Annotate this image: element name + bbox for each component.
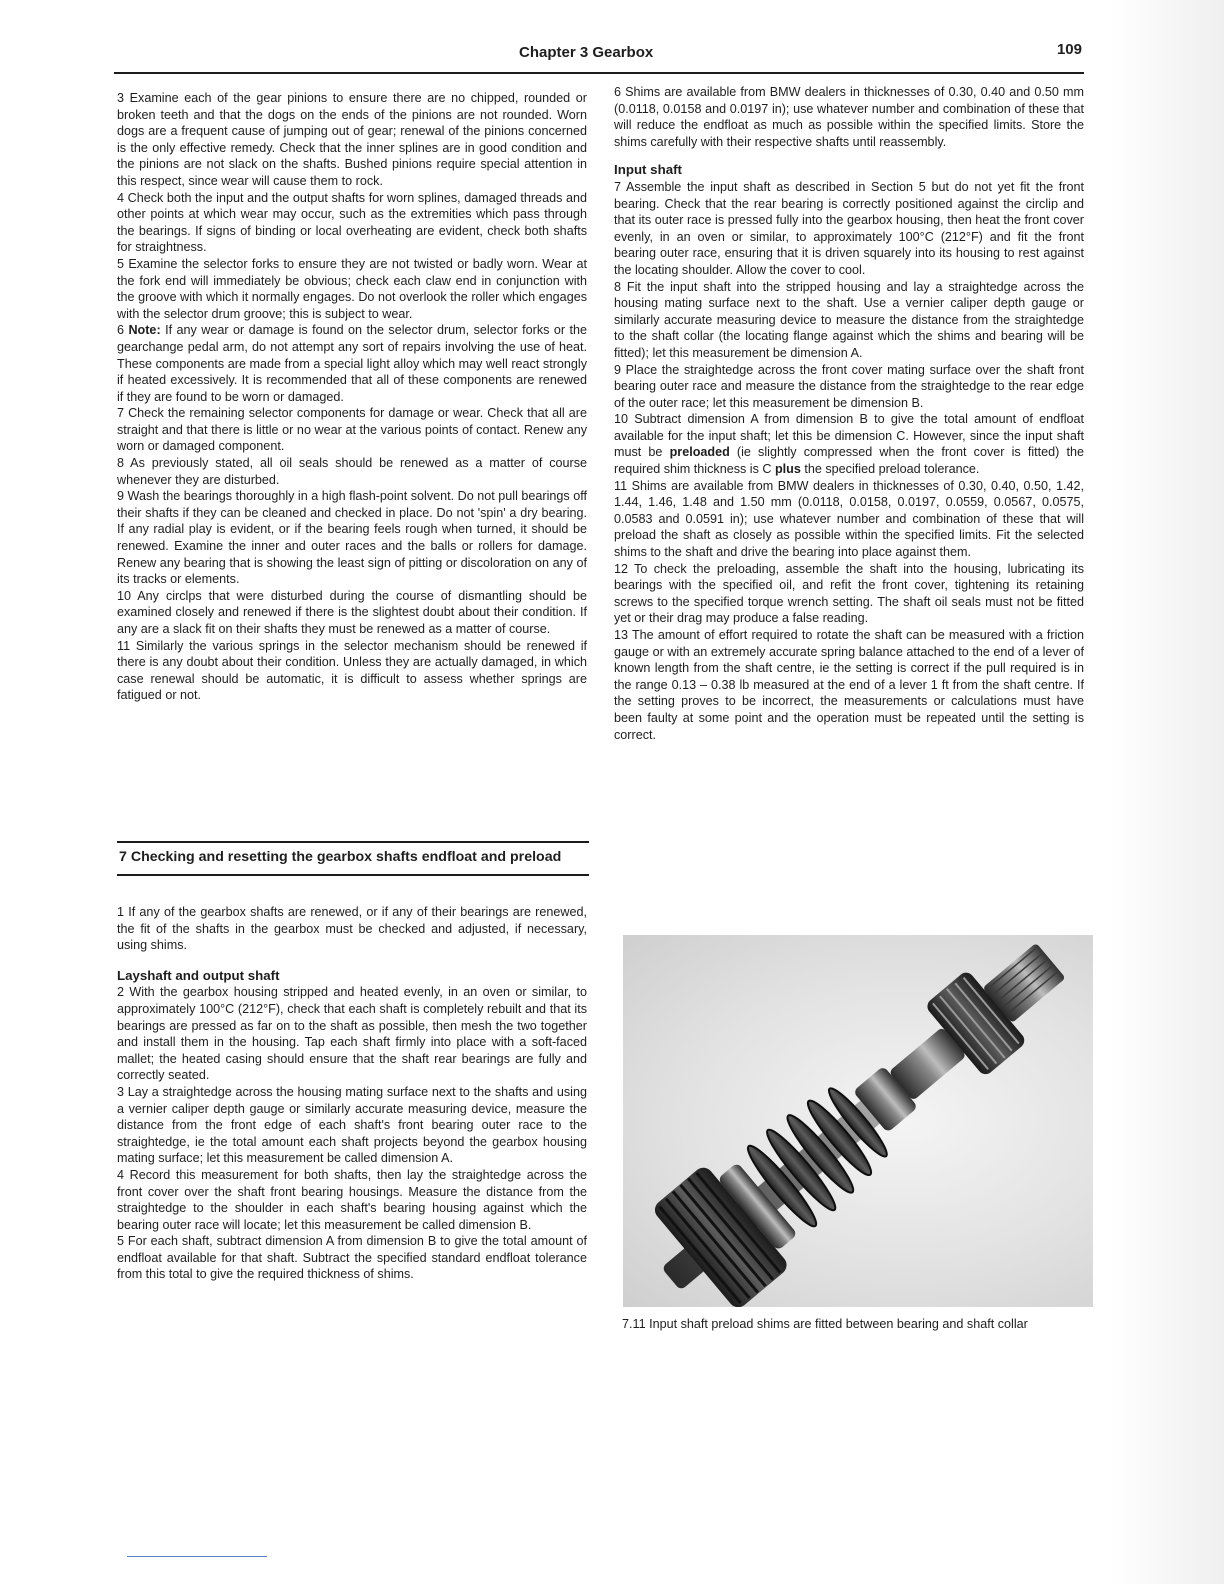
- right-column: [614, 84, 1084, 743]
- paragraph: 7 Assemble the input shaft as described in Section 5 but do not yet fit the front bearing. Check that the rear bearing is correctly positioned against the circlip and that its outer race is pressed fully into the gearbox housing, then heat the front cover evenly, in an oven or similar, to approximately 100°C (212°F) and fit the front bearing outer race, ensuring that it is driven squarely into its housing to rest against the locating shoulder. Allow the cover to cool.: [614, 179, 1084, 277]
- input-shaft-photo: [623, 935, 1093, 1307]
- gear-shaft-illustration: [623, 935, 1093, 1307]
- section-heading-text: 7 Checking and resetting the gearbox shafts endfloat and preload: [119, 849, 562, 865]
- text-run: 10 Subtract dimension A from dimension B to give the total amount of endfloat available for the input shaft; let this be dimension C. However, since the input shaft must be: [614, 412, 1084, 460]
- left-column-upper: [117, 90, 587, 704]
- text-run: (ie slightly compressed when the front cover is fitted) the required shim thickness is C: [614, 445, 1084, 477]
- layshaft-subheading: Layshaft and output shaft: [117, 967, 280, 983]
- paragraph: 12 To check the preloading, assemble the shaft into the housing, lubricating its bearings with the specified oil, and refit the front cover, tightening its retaining screws to the specified torque wrench setting. The shaft oil seals must not be fitted yet or their drag may produce a false reading.: [614, 561, 1084, 626]
- input-shaft-subheading: Input shaft: [614, 162, 682, 178]
- paragraph: 6 Shims are available from BMW dealers in thicknesses of 0.30, 0.40 and 0.50 mm (0.0118, 0.0158 and 0.0197 in); use whatever number and combination of these that will reduce the endfloat as much as possible within the specified limits. Store the shims carefully with their respective shafts until reassembly.: [614, 85, 1084, 149]
- paragraph: 5 Examine the selector forks to ensure they are not twisted or badly worn. Wear at the fork end will immediately be obvious; check each claw end in conjunction with the groove with which it normally engages. Do not overlook the roller which engages with the selector drum groove; this is subject to wear.: [117, 256, 587, 321]
- section-heading: [117, 841, 589, 876]
- bold-run: plus: [774, 462, 801, 477]
- paragraph: 3 Lay a straightedge across the housing mating surface next to the shafts and using a vernier caliper depth gauge or similarly accurate measuring device, measure the distance from the front edge of each shaft's front bearing outer race to the straightedge, ie the total amount each shaft projects beyond the gearbox housing mating surface; let this measurement be called dimension A.: [117, 1084, 587, 1166]
- chapter-title: Chapter 3 Gearbox: [519, 44, 654, 61]
- photo-caption: 7.11 Input shaft preload shims are fitted between bearing and shaft collar: [622, 1317, 1028, 1331]
- paragraph: 8 As previously stated, all oil seals should be renewed as a matter of course whenever they are disturbed.: [117, 456, 587, 487]
- paragraph: 4 Check both the input and the output shafts for worn splines, damaged threads and other points at which wear may occur, such as the extremities which pass through the bearings. If signs of binding or local overheating are evident, check both shafts for straightness.: [117, 190, 587, 255]
- section-intro: 1 If any of the gearbox shafts are renewed, or if any of their bearings are renewed, the fit of the shafts in the gearbox must be checked and adjusted, if necessary, using shims.: [117, 905, 587, 953]
- paragraph: 2 With the gearbox housing stripped and heated evenly, in an oven or similar, to approximately 100°C (212°F), check that each shaft is completely rebuilt and that its bearings are pressed as far on to the shaft as possible, then mesh the two together and install them in the housing. Tap each shaft firmly into place with a soft-faced mallet; the heated casing should ensure that the shaft rear bearings are fully and correctly seated.: [117, 985, 587, 1083]
- text-run: the specified preload tolerance.: [800, 462, 980, 477]
- bold-run: preloaded: [669, 445, 730, 460]
- paragraph: 7 Check the remaining selector components for damage or wear. Check that all are straight and that there is little or no wear at the various points of contact. Renew any worn or damaged component.: [117, 406, 587, 454]
- paragraph: 5 For each shaft, subtract dimension A from dimension B to give the total amount of endfloat available for that shaft. Subtract the specified standard endfloat tolerance from this total to give the required thickness of shims.: [117, 1234, 587, 1282]
- paragraph: 3 Examine each of the gear pinions to ensure there are no chipped, rounded or broken teeth and that the dogs on the ends of the pinions are not rounded. Worn dogs are a frequent cause of jumping out of gear; renewal of the pinions concerned is the only effective remedy. Check that the inner splines are in good condition and the pinions are not slack on the shafts. Bushed pinions require special attention in this respect, since wear will cause them to rock.: [117, 91, 587, 188]
- paragraph: 8 Fit the input shaft into the stripped housing and lay a straightedge across the housing mating surface next to the shaft. Use a vernier caliper depth gauge or similarly accurate measuring device to measure the distance from the straightedge to the shaft collar (the locating flange against which the shims and bearing will be fitted); let this measurement be dimension A.: [614, 279, 1084, 360]
- note-number: 6: [117, 323, 125, 338]
- left-column-lower: [117, 904, 587, 1283]
- paragraph: 4 Record this measurement for both shafts, then lay the straightedge across the front cover over the shaft front bearing housings. Measure the distance from the straightedge to the shoulder in each shaft's bearing housing against which the bearing outer race will locate; let this measurement be called dimension B.: [117, 1167, 587, 1232]
- paragraph: 10 Any circlps that were disturbed during the course of dismantling should be examined closely and renewed if there is the slightest doubt about their condition. If any are a slack fit on their shafts they must be renewed as a matter of course.: [117, 588, 587, 636]
- paragraph: 9 Wash the bearings thoroughly in a high flash-point solvent. Do not pull bearings off their shafts if they can be cleaned and checked in place. Do not 'spin' a dry bearing. If any radial play is evident, or if the bearing feels rough when turned, it should be renewed. Examine the inner and outer races and the balls or rollers for damage. Renew any bearing that is showing the least sign of pitting or discoloration on any of its tracks or elements.: [117, 489, 587, 587]
- page-edge-shadow: [1110, 0, 1224, 1584]
- note-text: If any wear or damage is found on the selector drum, selector forks or the gearchange pedal arm, do not attempt any sort of repairs involving the use of heat. These components are made from a special light alloy which may well react strongly if heated excessively. It is recommended that all of these components are renewed if they are found to be worn or damaged.: [117, 323, 587, 404]
- paragraph: 11 Shims are available from BMW dealers in thicknesses of 0.30, 0.40, 0.50, 1.42, 1.44, 1.46, 1.48 and 1.50 mm (0.0118, 0.0158, 0.0197, 0.0559, 0.0567, 0.0575, 0.0583 and 0.0591 in); use whatever number and combination of these that will preload the shaft as closely as possible within the specified limits. Fit the selected shims to the shaft and drive the bearing into place against them.: [614, 478, 1084, 560]
- paragraph: 13 The amount of effort required to rotate the shaft can be measured with a friction gauge or with an extremely accurate spring balance attached to the end of a lever of known length from the shaft centre, ie the setting is correct if the pull required is in the range 0.13 – 0.38 lb measured at the end of a lever 1 ft from the shaft centre. If the setting proves to be incorrect, the measurements or calculations must have been faulty at some point and the operation must be repeated until the setting is correct.: [614, 628, 1084, 742]
- note-paragraph: [117, 322, 587, 405]
- page-header: [114, 40, 1084, 74]
- page-number: 109: [1056, 41, 1082, 58]
- paragraph: 9 Place the straightedge across the front cover mating surface over the shaft front bearing outer race and measure the distance from the straightedge to the rear edge of the outer race; let this measurement be dimension B.: [614, 362, 1084, 410]
- paragraph: 11 Similarly the various springs in the selector mechanism should be renewed if there is any doubt about their condition. Unless they are actually damaged, in which case renewal should be automatic, it is difficult to assess whether springs are fatigued or not.: [117, 638, 587, 703]
- paragraph-preload: [614, 411, 1084, 477]
- note-label: Note:: [128, 323, 161, 338]
- footer-rule: [127, 1556, 267, 1557]
